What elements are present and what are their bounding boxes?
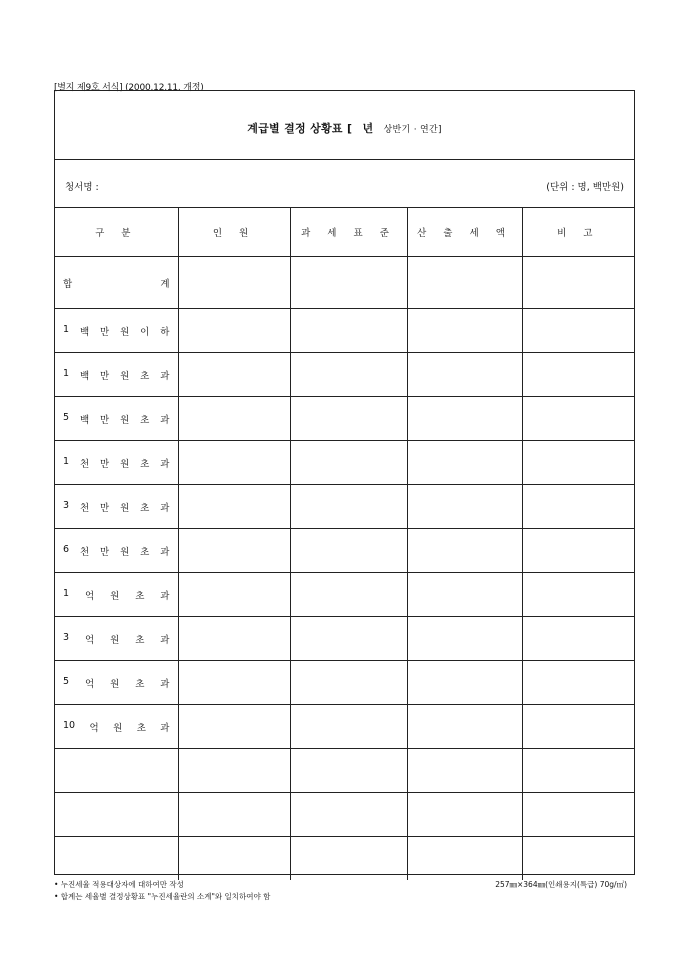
input-cell[interactable] [522,749,634,793]
input-cell[interactable] [178,705,290,749]
empty-row [55,749,634,793]
bracket-label-char: 천 [79,458,90,470]
bracket-label-char: 원 [113,722,123,734]
bracket-label-char: 3 [63,631,70,643]
input-cell[interactable] [178,397,290,441]
bracket-label-char: 6 [63,543,70,555]
bracket-label-char: 억 [84,590,95,602]
bracket-label-char: 과 [160,678,170,690]
input-cell[interactable] [290,529,407,573]
bracket-label-char: 백 [79,326,90,338]
info-row [55,160,634,208]
col-header-headcount: 인 원 [178,208,290,257]
input-cell[interactable] [522,257,634,309]
input-cell[interactable] [290,441,407,485]
bracket-row [55,353,634,397]
input-cell[interactable] [407,705,522,749]
input-cell[interactable] [407,617,522,661]
input-cell[interactable] [178,793,290,837]
header-row [55,208,634,257]
input-cell[interactable] [178,441,290,485]
bracket-row [55,397,634,441]
bracket-label-char: 초 [140,414,150,426]
bracket-label-char: 초 [140,458,150,470]
bracket-label-char: 1 [63,323,70,335]
bracket-label-char: 억 [89,722,99,734]
bracket-label [55,617,178,661]
col-header-remarks: 비 고 [522,208,634,257]
input-cell[interactable] [178,749,290,793]
input-cell[interactable] [522,441,634,485]
input-cell[interactable] [522,573,634,617]
empty-row [55,837,634,881]
input-cell[interactable] [178,617,290,661]
input-cell[interactable] [522,485,634,529]
bracket-row [55,441,634,485]
form-title [55,120,634,136]
col-header-tax-base: 과 세 표 준 [290,208,407,257]
input-cell[interactable] [407,257,522,309]
office-label: 청서명 : [65,182,99,193]
input-cell[interactable] [55,793,178,837]
input-cell[interactable] [407,661,522,705]
bracket-label-char: 초 [135,590,145,602]
input-cell[interactable] [522,705,634,749]
input-cell[interactable] [407,353,522,397]
bracket-label-char: 10 [63,719,76,731]
input-cell[interactable] [407,397,522,441]
bracket-label-char: 5 [63,411,70,423]
total-left: 합 [63,278,73,290]
input-cell[interactable] [290,749,407,793]
input-cell[interactable] [407,529,522,573]
bracket-row [55,705,634,749]
input-cell[interactable] [522,353,634,397]
input-cell[interactable] [522,661,634,705]
bracket-label-char: 원 [120,326,130,338]
input-cell[interactable] [522,617,634,661]
input-cell[interactable] [290,573,407,617]
input-cell[interactable] [290,309,407,353]
input-cell[interactable] [178,309,290,353]
bracket-label-char: 과 [160,414,170,426]
bracket-label-char: 만 [100,546,110,558]
bracket-label-char: 과 [160,458,170,470]
bracket-label [55,397,178,441]
bracket-label-char: 억 [84,634,95,646]
bracket-label [55,441,178,485]
bracket-label-char: 원 [110,590,120,602]
input-cell[interactable] [55,837,178,881]
bracket-label-char: 과 [160,590,170,602]
input-cell[interactable] [178,661,290,705]
col-header-category: 구 분 [55,208,178,257]
bracket-label-char: 만 [100,414,110,426]
total-row [55,257,634,309]
bracket-label-char: 초 [135,634,145,646]
bracket-label-char: 원 [110,634,120,646]
bracket-label-char: 만 [100,326,110,338]
bracket-label-char: 1 [63,367,70,379]
bracket-label-char: 원 [120,414,130,426]
bracket-label-char: 천 [79,502,90,514]
bracket-label-char: 초 [136,722,146,734]
bracket-row [55,661,634,705]
input-cell[interactable] [407,441,522,485]
bracket-label-char: 원 [120,458,130,470]
bracket-label [55,661,178,705]
title-bracket: [ [347,122,353,135]
bracket-row [55,485,634,529]
footnote: • 누진세율 적용대상자에 대하여만 작성 [54,880,184,889]
bracket-label [55,309,178,353]
input-cell[interactable] [522,397,634,441]
title-main: 계급별 결정 상황표 [247,122,343,135]
title-row [55,91,634,160]
input-cell[interactable] [407,485,522,529]
input-cell[interactable] [407,749,522,793]
bracket-label-char: 원 [110,678,120,690]
input-cell[interactable] [178,573,290,617]
empty-row [55,793,634,837]
status-table [55,208,634,880]
input-cell[interactable] [522,837,634,881]
input-cell[interactable] [407,837,522,881]
col-header-computed-tax: 산 출 세 액 [407,208,522,257]
input-cell[interactable] [290,353,407,397]
bracket-label-char: 백 [79,370,90,382]
input-cell[interactable] [178,529,290,573]
bracket-label-char: 만 [100,370,110,382]
bracket-label [55,529,178,573]
input-cell[interactable] [178,837,290,881]
bracket-row [55,617,634,661]
bracket-label-char: 원 [120,370,130,382]
bracket-label-char: 1 [63,587,70,599]
bracket-label-char: 5 [63,675,70,687]
input-cell[interactable] [290,617,407,661]
bracket-row [55,573,634,617]
input-cell[interactable] [407,309,522,353]
bracket-label-char: 초 [140,370,150,382]
input-cell[interactable] [178,353,290,397]
paper-spec: 257㎜×364㎜(인쇄용지(특급) 70g/㎡) [495,880,627,889]
input-cell[interactable] [290,793,407,837]
input-cell[interactable] [290,257,407,309]
bracket-label-char: 과 [160,634,170,646]
bracket-label-char: 이 [140,326,150,338]
bracket-label-char: 만 [100,458,110,470]
bracket-label [55,353,178,397]
bracket-label-char: 초 [140,502,150,514]
bracket-label-char: 초 [135,678,145,690]
input-cell[interactable] [290,705,407,749]
input-cell[interactable] [522,793,634,837]
input-cell[interactable] [407,793,522,837]
bracket-label [55,573,178,617]
unit-label: (단위 : 명, 백만원) [546,182,624,193]
bracket-label-char: 만 [100,502,110,514]
bracket-row [55,529,634,573]
bracket-label-char: 억 [84,678,95,690]
form-frame [54,90,635,875]
bracket-label-char: 3 [63,499,70,511]
input-cell[interactable] [178,257,290,309]
total-right: 계 [160,278,170,290]
input-cell[interactable] [178,485,290,529]
bracket-label-char: 1 [63,455,70,467]
input-cell[interactable] [290,397,407,441]
bracket-row [55,309,634,353]
input-cell[interactable] [522,529,634,573]
bracket-label-char: 과 [160,546,170,558]
input-cell[interactable] [290,661,407,705]
bracket-label [55,485,178,529]
input-cell[interactable] [407,573,522,617]
bracket-label-char: 하 [160,326,170,338]
title-year-unit: 년 [362,122,374,135]
footnotes [54,879,635,903]
title-period: 상반기 · 연간] [383,125,442,135]
input-cell[interactable] [290,485,407,529]
input-cell[interactable] [55,749,178,793]
bracket-label [55,705,178,749]
footnote: • 합계는 세율별 결정상황표 "누진세율란의 소계"와 일치하여야 함 [54,892,271,901]
bracket-label-char: 원 [120,502,130,514]
bracket-label-char: 백 [79,414,90,426]
bracket-label-char: 초 [140,546,150,558]
form-number-label: [별지 제9호 서식] (2000.12.11. 개정) [54,83,204,93]
bracket-label-char: 과 [160,722,170,734]
input-cell[interactable] [522,309,634,353]
bracket-label-char: 원 [120,546,130,558]
bracket-label-char: 과 [160,370,170,382]
bracket-label-char: 천 [79,546,90,558]
input-cell[interactable] [290,837,407,881]
total-label [55,257,178,309]
bracket-label-char: 과 [160,502,170,514]
